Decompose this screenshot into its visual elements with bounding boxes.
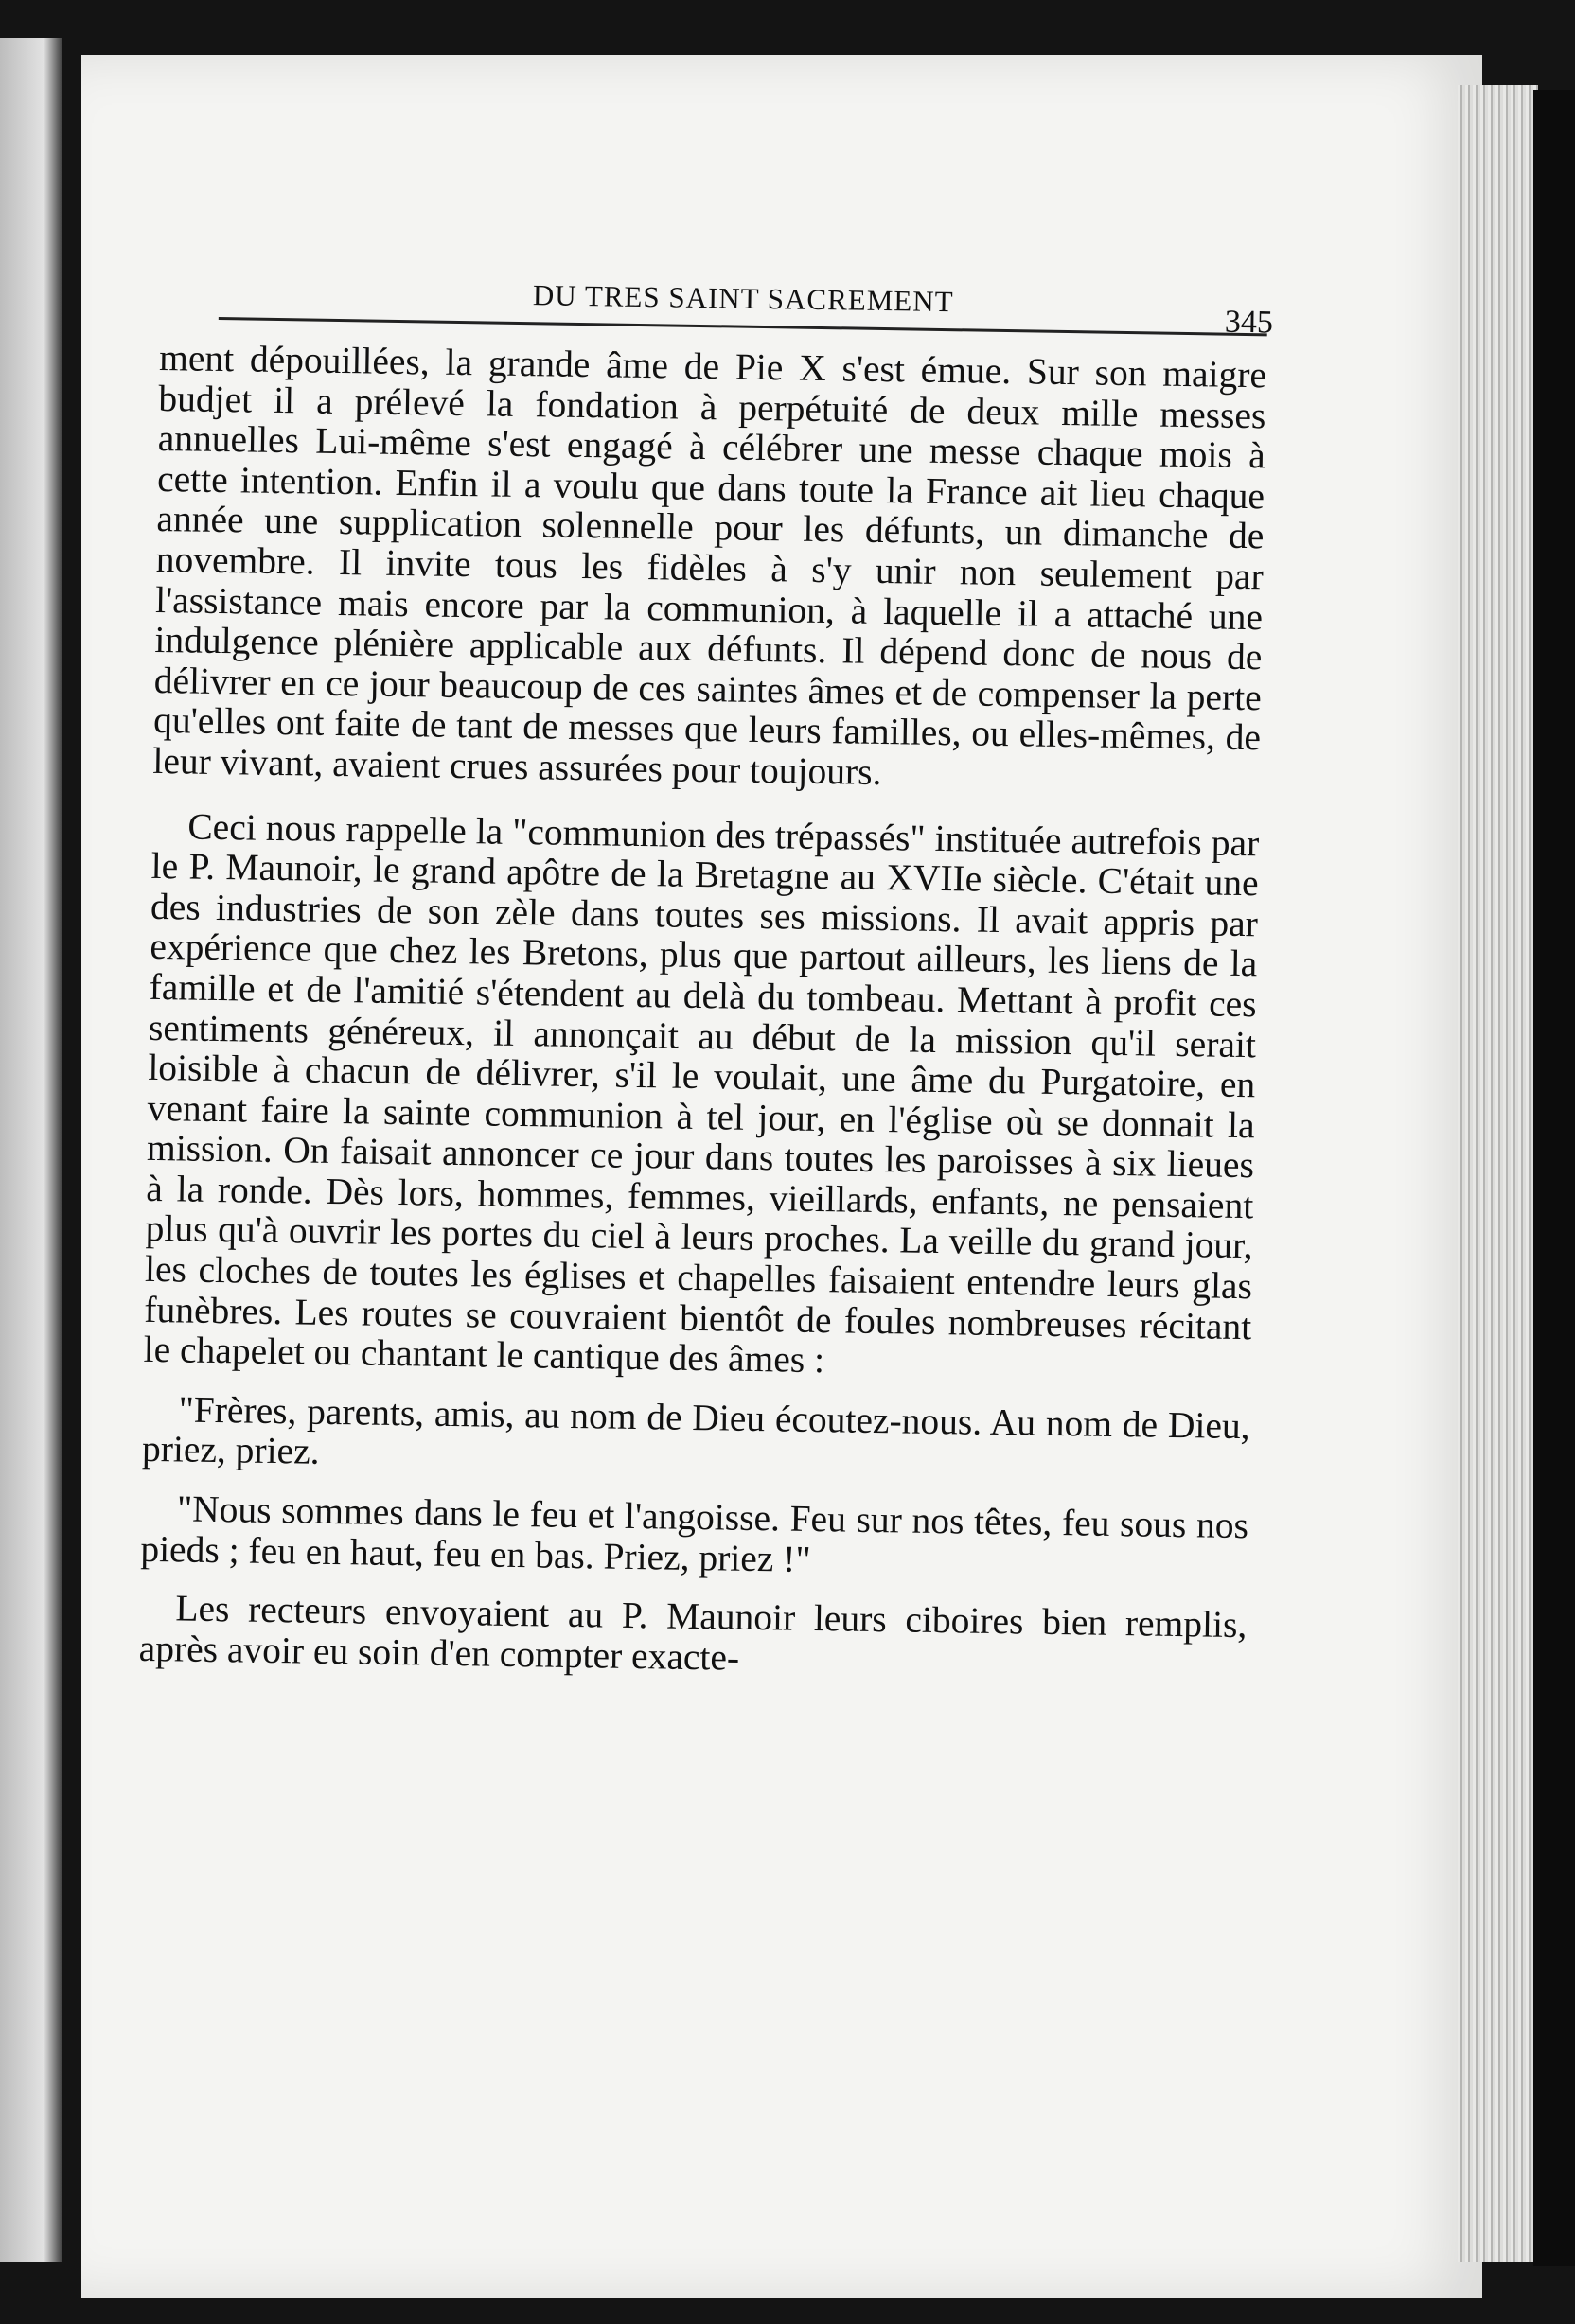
page-content — [138, 248, 1274, 1705]
facing-page-edge — [0, 38, 62, 2262]
paragraph-continuation: ment dépouillées, la grande âme de Pie X s'est émue. Sur son maigre budjet il a prélevé la fondation à perpétuité de deux mille messes annuelles Lui-même s'est engagé à célébrer une messe chaque mois à cette intention. Enfin il a voulu que dans toute la France ait lieu chaque année une supplication solennelle pour les défunts, un dimanche de novembre. Il invite tous les fidèles à s'y unir non seulement par l'assistance mais encore par la communion, à laquelle il a attaché une indulgence plénière applicable aux défunts. Il dépend donc de nous de délivrer en ce jour beaucoup de ces saintes âmes et de compenser la perte qu'elles ont faite de tant de messes que leurs familles, ou elles-mêmes, de leur vivant, avaient crues assurées pour toujours. — [152, 336, 1267, 793]
running-header — [219, 249, 1274, 341]
paragraph-cantique-verse-1: "Frères, parents, amis, au nom de Dieu écoutez-nous. Au nom de Dieu, priez, priez. — [141, 1388, 1250, 1473]
background-shadow — [1533, 90, 1575, 2266]
body-text — [138, 338, 1266, 1686]
paragraph-recteurs: Les recteurs envoyaient au P. Maunoir leurs ciboires bien remplis, après avoir eu soin d'en compter exacte- — [138, 1587, 1248, 1679]
page-stack-edge — [1458, 85, 1538, 2262]
running-title: DU TRES SAINT SACREMENT — [532, 278, 954, 319]
page-number: 345 — [1224, 304, 1274, 341]
paragraph-cantique-verse-2: "Nous sommes dans le feu et l'angoisse. Feu sur nos têtes, feu sous nos pieds ; feu en haut, feu en bas. Priez, priez !" — [140, 1488, 1249, 1580]
paragraph-maunoir: Ceci nous rappelle la "communion des trépassés" instituée autrefois par le P. Maunoir, le grand apôtre de la Bretagne au XVIIe siècle. C'était une des industries de son zèle dans toutes ses missions. Il avait appris par expérience que chez les Bretons, plus que partout ailleurs, les liens de la famille et de l'amitié s'étendent au delà du tombeau. Mettant à profit ces sentiments généreux, il annonçait au début de la mission qu'il serait loisible à chacun de délivrer, s'il le voulait, une âme du Purgatoire, en venant faire la sainte communion à tel jour, en l'église où se donnait la mission. On faisait annoncer ce jour dans toutes les paroisses à six lieues à la ronde. Dès lors, hommes, femmes, vieillards, enfants, ne pensaient plus qu'à ouvrir les portes du ciel à leurs proches. La veille du grand jour, les cloches de toutes les églises et chapelles faisaient entendre leurs glas funèbres. Les routes se couvraient bientôt de foules nombreuses récitant le chapelet ou chantant le cantique des âmes : — [143, 805, 1260, 1382]
